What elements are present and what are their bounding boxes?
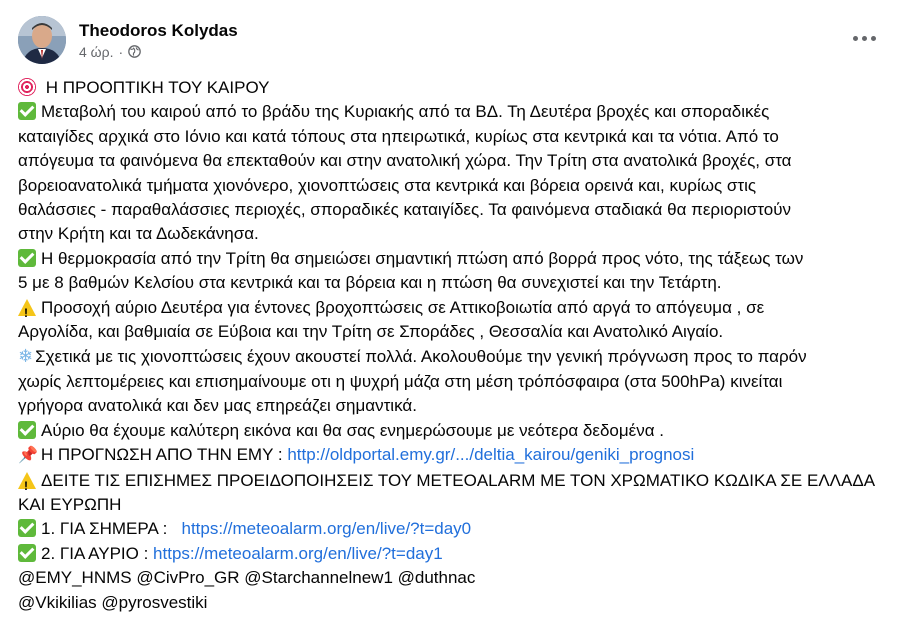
paragraph-meteoalarm [18,469,886,518]
check-mark-icon [18,544,36,562]
text-line: Μεταβολή του καιρού από το βράδυ της Κυριακής από τα ΒΔ. Τη Δευτέρα βροχές και σποραδικές [41,102,770,122]
mentions-line-1[interactable]: @EMY_HNMS @CivPro_GR @Starchannelnew1 @duthnac [18,568,476,588]
text-line: καταιγίδες αρχικά στο Ιόνιο και κατά τόπους στα ηπειρωτικά, κυρίως στα κεντρικά και τα νότια. Από το [18,126,779,146]
more-options-icon[interactable] [846,24,882,52]
check-mark-icon [18,102,36,120]
text-line: 5 με 8 βαθμών Κελσίου στα κεντρικά και τα βόρεια και η πτώση θα συνεχιστεί και την Τετάρτη. [18,273,722,293]
author-name[interactable]: Theodoros Kolydas [79,20,238,40]
avatar[interactable] [18,16,66,64]
pushpin-icon: 📌 [18,447,38,465]
paragraph-today-link [18,517,886,541]
meteoalarm-tomorrow-link[interactable]: https://meteoalarm.org/en/live/?t=day1 [153,543,443,563]
mentions-line-2[interactable]: @Vkikilias @pyrosvestiki [18,592,208,612]
paragraph-emy-forecast [18,443,886,468]
target-emoji-icon [18,78,36,96]
paragraph-weather-change [18,100,886,246]
globe-icon[interactable] [128,45,141,58]
paragraph-update [18,419,886,443]
text-line: ΚΑΙ ΕΥΡΩΠΗ [18,494,122,514]
text-line: χωρίς λεπτομέρειες και επισημαίνουμε οτι η ψυχρή μάζα στη μέση τρόπόσφαιρα (στα 500hPa) κινείται [18,371,783,391]
text-line: γρήγορα ανατολικά και δεν μας επηρεάζει σημαντικά. [18,396,417,416]
paragraph-snowfall [18,344,886,418]
text-line: θαλάσσιες - παραθαλάσσιες περιοχές, σποραδικές καταιγίδες. Τα φαινόμενα σταδιακά θα περιοριστούν [18,200,791,220]
post-title-line [18,76,886,100]
text-line: στην Κρήτη και τα Δωδεκάνησα. [18,224,259,244]
profile-photo [18,16,66,64]
paragraph-tomorrow-link [18,542,886,566]
paragraph-warning [18,296,886,345]
warning-icon [18,472,36,489]
post-meta [79,21,238,60]
post-title: Η ΠΡΟΟΠΤΙΚΗ ΤΟΥ ΚΑΙΡΟΥ [45,78,270,97]
post-subline [79,44,238,60]
text-line: Η ΠΡΟΓΝΩΣΗ ΑΠΟ ΤΗΝ ΕΜΥ : [40,445,288,465]
post-body [18,76,886,615]
paragraph-temperature [18,247,886,296]
check-mark-icon [18,421,36,439]
warning-icon [18,299,36,316]
text-line: Προσοχή αύριο Δευτέρα για έντονες βροχοπτώσεις σε Αττικοβοιωτία από αργά το απόγευμα , σε [41,297,765,317]
text-line: 1. ΓΙΑ ΣΗΜΕΡΑ : [41,519,182,539]
text-line: 2. ΓΙΑ ΑΥΡΙΟ : [41,543,154,563]
text-line: Σχετικά με τις χιονοπτώσεις έχουν ακουστεί πολλά. Ακολουθούμε την γενική πρόγνωση προς το παρόν [35,347,807,367]
meteoalarm-today-link[interactable]: https://meteoalarm.org/en/live/?t=day0 [181,519,472,539]
snowflake-icon: ❄ [18,346,34,367]
text-line: βορειοανατολικά τμήματα χιονόνερο, χιονοπτώσεις στα κεντρικά και βόρεια ορεινά και, κυρίως στις [18,175,757,195]
post-header [18,14,238,66]
text-line: Αύριο θα έχουμε καλύτερη εικόνα και θα σας ενημερώσουμε με νεότερα δεδομένα . [41,420,665,440]
emy-forecast-link[interactable]: http://oldportal.emy.gr/.../deltia_kairou/geniki_prognosi [287,445,695,465]
text-line: Η θερμοκρασία από την Τρίτη θα σημειώσει σημαντική πτώση από βορρά προς νότο, της τάξεως των [41,248,804,268]
text-line: ΔΕΙΤΕ ΤΙΣ ΕΠΙΣΗΜΕΣ ΠΡΟΕΙΔΟΠΟΙΗΣΕΙΣ ΤΟΥ METEOALARM ΜΕ ΤΟΝ ΧΡΩΜΑΤΙΚΟ ΚΩΔΙΚΑ ΣΕ ΕΛΛΑΔΑ [41,470,876,490]
text-line: απόγευμα τα φαινόμενα θα επεκταθούν και στην ανατολική χώρα. Την Τρίτη στα ανατολικά βροχές, στα [18,151,792,171]
post-time[interactable]: 4 ώρ. [79,43,114,60]
meta-separator: · [118,43,124,60]
check-mark-icon [18,249,36,267]
check-mark-icon [18,519,36,537]
text-line: Αργολίδα, και βαθμιαία σε Εύβοια και την Τρίτη σε Σποράδες , Θεσσαλία και Ανατολικό Αιγαίο. [18,322,724,342]
